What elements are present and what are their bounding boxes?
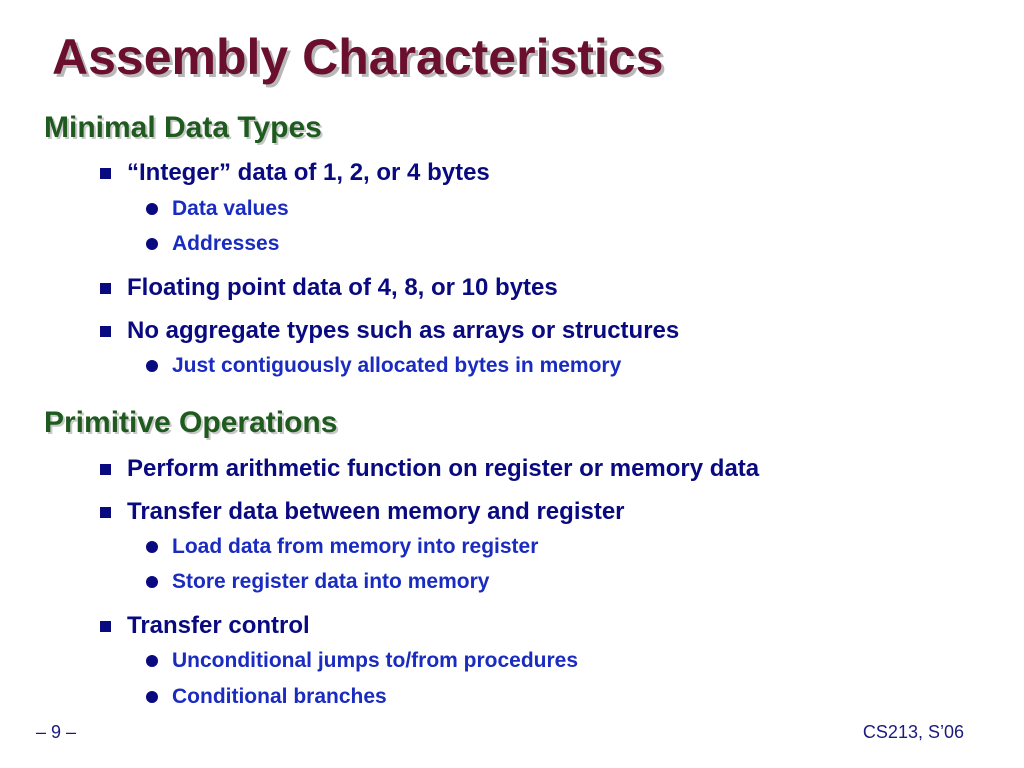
sub-bullet-text: Data values xyxy=(172,197,289,220)
sub-bullet-text: Addresses xyxy=(172,232,280,255)
square-bullet-icon xyxy=(100,464,111,475)
bullet-text: Transfer data between memory and register xyxy=(127,498,625,525)
bullet-text: Floating point data of 4, 8, or 10 bytes xyxy=(127,274,558,301)
round-bullet-icon xyxy=(146,360,158,372)
sub-bullet-text: Store register data into memory xyxy=(172,570,490,593)
round-bullet-icon xyxy=(146,541,158,553)
round-bullet-icon xyxy=(146,203,158,215)
slide-title: Assembly Characteristics xyxy=(52,29,664,85)
bullet-text: Transfer control xyxy=(127,612,310,639)
square-bullet-icon xyxy=(100,621,111,632)
sub-bullet-text: Unconditional jumps to/from procedures xyxy=(172,649,579,672)
course-label: CS213, S’06 xyxy=(862,722,964,742)
round-bullet-icon xyxy=(146,691,158,703)
page-number: – 9 – xyxy=(36,722,77,742)
bullet-text: Perform arithmetic function on register or memory data xyxy=(127,455,760,482)
section-heading-minimal-data-types: Minimal Data Types xyxy=(44,111,322,144)
sub-bullet-text: Conditional branches xyxy=(172,685,387,708)
square-bullet-icon xyxy=(100,507,111,518)
square-bullet-icon xyxy=(100,283,111,294)
round-bullet-icon xyxy=(146,576,158,588)
section-heading-primitive-operations: Primitive Operations xyxy=(44,406,338,439)
square-bullet-icon xyxy=(100,168,111,179)
square-bullet-icon xyxy=(100,326,111,337)
bullet-text: No aggregate types such as arrays or structures xyxy=(127,317,680,344)
sub-bullet-text: Load data from memory into register xyxy=(172,535,539,558)
round-bullet-icon xyxy=(146,655,158,667)
round-bullet-icon xyxy=(146,238,158,250)
bullet-text: “Integer” data of 1, 2, or 4 bytes xyxy=(127,159,490,186)
sub-bullet-text: Just contiguously allocated bytes in memory xyxy=(172,354,622,377)
